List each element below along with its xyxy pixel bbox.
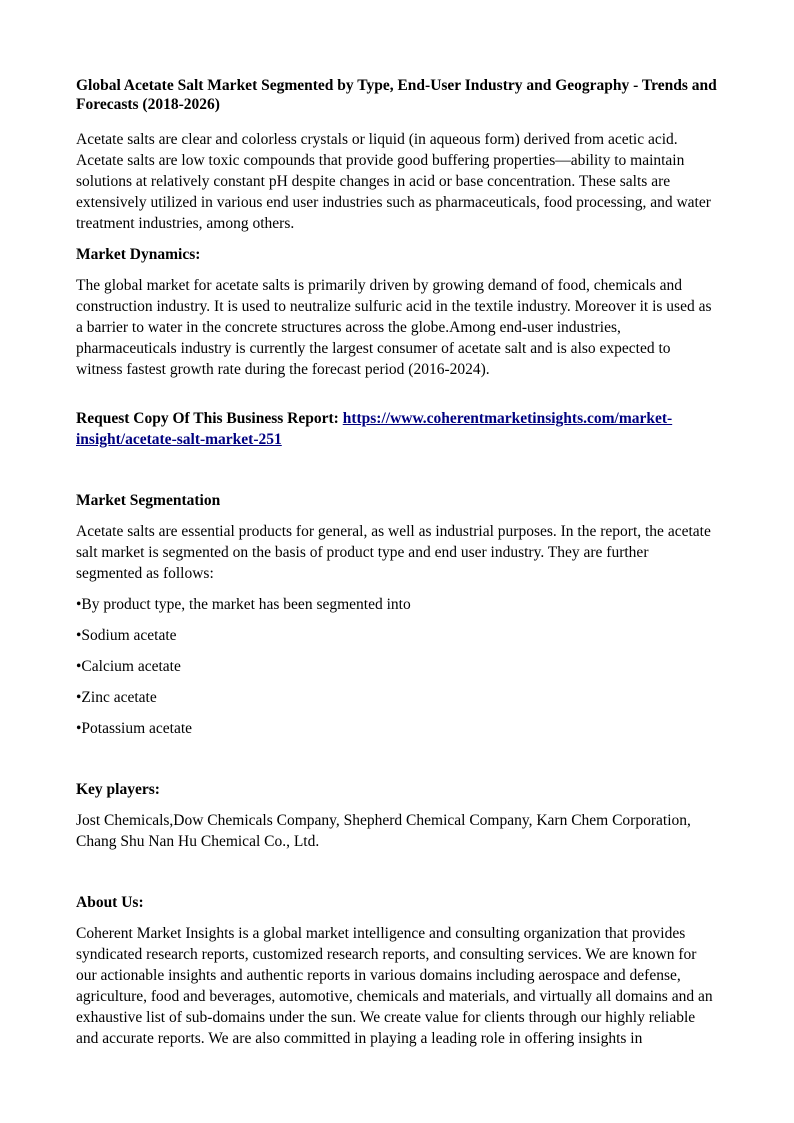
- document-title: Global Acetate Salt Market Segmented by Type, End-User Industry and Geography - Trends and Forecasts (2018-2026): [76, 77, 717, 113]
- list-item: •Zinc acetate: [76, 689, 157, 706]
- document-page: [76, 76, 718, 1059]
- segmentation-paragraph: Acetate salts are essential products for general, as well as industrial purposes. In the report, the acetate salt market is segmented on the basis of product type and end user industry. They are further segmented as follows:: [76, 523, 711, 582]
- request-copy: [76, 408, 718, 450]
- market-dynamics-paragraph: The global market for acetate salts is primarily driven by growing demand of food, chemicals and construction industry. It is used to neutralize sulfuric acid in the textile industry. Moreover it is used as a barrier to water in the concrete structures across the globe.Among end-user industries, pharmaceuticals industry is currently the largest consumer of acetate salt and is also expected to witness fastest growth rate during the forecast period (2016-2024).: [76, 277, 712, 378]
- list-item: •Calcium acetate: [76, 658, 181, 675]
- list-item: •Sodium acetate: [76, 627, 177, 644]
- market-segmentation-heading: Market Segmentation: [76, 492, 221, 509]
- report-link[interactable]: https://www.coherentmarketinsights.com/market-insight/acetate-salt-market-251: [76, 410, 673, 448]
- intro-paragraph: Acetate salts are clear and colorless crystals or liquid (in aqueous form) derived from acetic acid. Acetate salts are low toxic compounds that provide good buffering properties—ability to maintain solutions at relatively constant pH despite changes in acid or base concentration. These salts are extensively utilized in various end user industries such as pharmaceuticals, food processing, and water treatment industries, among others.: [76, 131, 711, 232]
- market-dynamics-heading: Market Dynamics:: [76, 246, 201, 263]
- key-players-heading: Key players:: [76, 781, 160, 798]
- list-item: •Potassium acetate: [76, 720, 193, 737]
- about-us-heading: About Us:: [76, 894, 144, 911]
- key-players-paragraph: Jost Chemicals,Dow Chemicals Company, Shepherd Chemical Company, Karn Chem Corporation, Chang Shu Nan Hu Chemical Co., Ltd.: [76, 812, 691, 850]
- request-copy-label: Request Copy Of This Business Report:: [76, 410, 343, 427]
- about-us-paragraph: Coherent Market Insights is a global market intelligence and consulting organization that provides syndicated research reports, customized research reports, and consulting services. We are known for our actionable insights and authentic reports in various domains including aerospace and defense, agriculture, food and beverages, automotive, chemicals and materials, and virtually all domains and an exhaustive list of sub-domains under the sun. We create value for clients through our highly reliable and accurate reports. We are also committed in playing a leading role in offering insights in: [76, 925, 713, 1047]
- segment-list: [76, 594, 718, 739]
- list-item: •By product type, the market has been segmented into: [76, 596, 411, 613]
